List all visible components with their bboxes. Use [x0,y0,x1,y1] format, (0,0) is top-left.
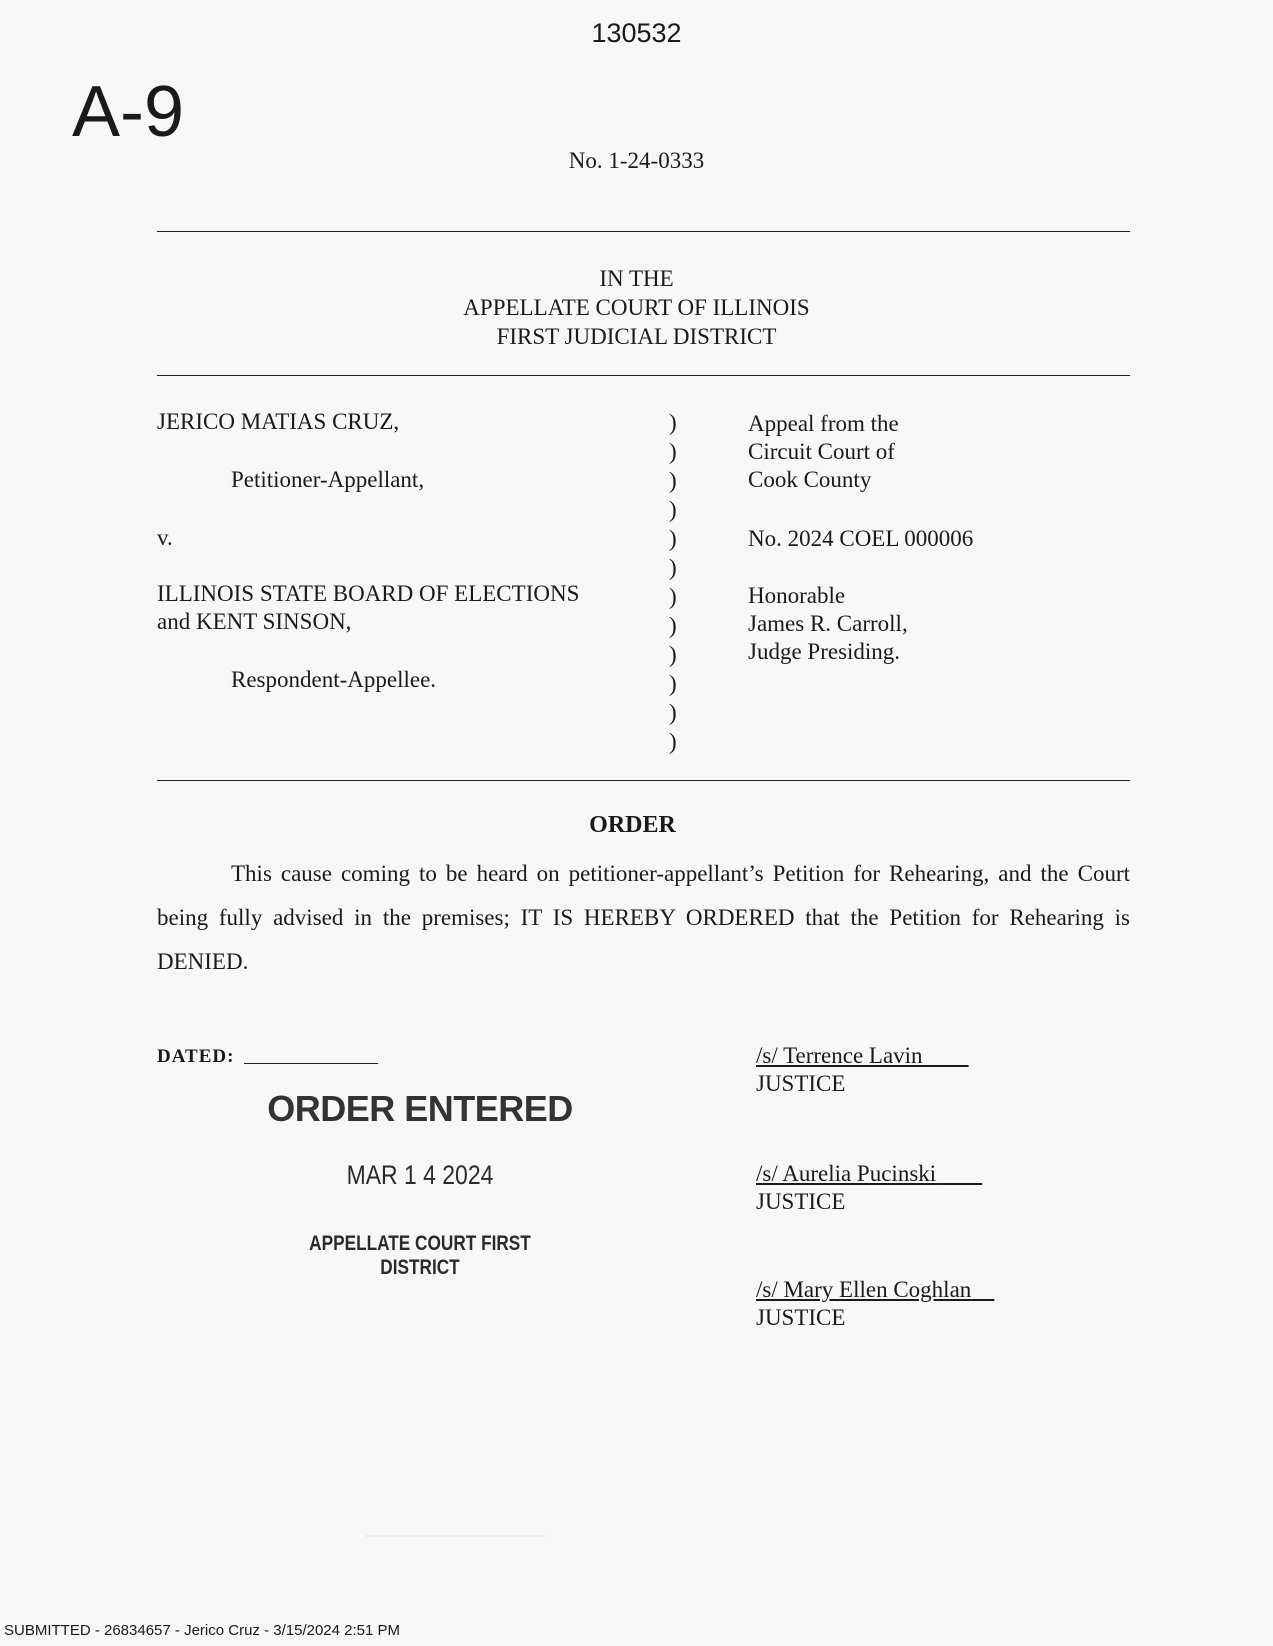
paren: ) [669,555,677,580]
petitioner-role: Petitioner-Appellant, [231,467,425,492]
judge-line3: Judge Presiding. [748,639,901,664]
paren: ) [669,671,677,696]
paren: ) [669,642,677,667]
dated-label [157,1046,378,1068]
paren: ) [669,613,677,638]
top-rule [157,231,1130,232]
signature-block-1 [756,1042,969,1098]
bleed-through-mark [365,1535,545,1567]
signature-title: JUSTICE [756,1071,846,1096]
exhibit-label: A-9 [72,72,185,152]
signature-name: /s/ Aurelia Pucinski [756,1161,937,1186]
order-body [157,852,1130,984]
paren: ) [669,584,677,609]
paren: ) [669,526,677,551]
court-heading [0,264,1273,351]
paren: ) [669,729,677,754]
appeal-line2: Circuit Court of [748,439,895,464]
versus: v. [157,525,173,550]
paren: ) [669,497,677,522]
signature-title: JUSTICE [756,1189,846,1214]
respondent-line2: and KENT SINSON, [157,609,352,634]
signature-name: /s/ Mary Ellen Coghlan [756,1277,972,1302]
signature-name: /s/ Terrence Lavin [756,1043,923,1068]
caption-bottom-rule [157,780,1130,781]
case-number: No. 1-24-0333 [568,148,705,173]
appeal-line3: Cook County [748,467,872,492]
petitioner-name: JERICO MATIAS CRUZ, [157,409,400,434]
court-heading-line3: FIRST JUDICIAL DISTRICT [496,324,777,349]
judge-block [748,582,908,666]
appeal-from [748,410,899,494]
caption-top-rule [157,375,1130,376]
paren: ) [669,468,677,493]
order-heading: ORDER [589,812,676,838]
signature-title: JUSTICE [756,1305,846,1330]
appeal-line1: Appeal from the [748,411,899,436]
stamp-title: ORDER ENTERED [267,1088,573,1129]
respondent-role: Respondent-Appellee. [231,667,437,692]
signature-block-3 [756,1276,994,1332]
docket-number: 130532 [591,18,682,48]
judge-line1: Honorable [748,583,846,608]
submitted-footer: SUBMITTED - 26834657 - Jerico Cruz - 3/15/2024 2:51 PM [4,1622,401,1639]
dated-text: DATED: [157,1046,235,1067]
paren: ) [669,410,677,435]
dated-blank-line [244,1063,378,1064]
paren: ) [669,700,677,725]
stamp-court: APPELLATE COURT FIRST DISTRICT [309,1232,531,1279]
court-heading-line2: APPELLATE COURT OF ILLINOIS [463,295,810,320]
respondent-line1: ILLINOIS STATE BOARD OF ELECTIONS [157,581,580,606]
court-heading-line1: IN THE [599,266,674,291]
order-text: This cause coming to be heard on petitioner-appellant’s Petition for Rehearing, and the Court being fully advised in the premises; IT IS HEREBY ORDERED that the Petition for Rehearing is DENIED. [157,861,1130,974]
signature-block-2 [756,1160,982,1216]
stamp-date: MAR 1 4 2024 [346,1160,494,1190]
circuit-number: No. 2024 COEL 000006 [748,526,974,551]
judge-line2: James R. Carroll, [748,611,908,636]
paren: ) [669,439,677,464]
